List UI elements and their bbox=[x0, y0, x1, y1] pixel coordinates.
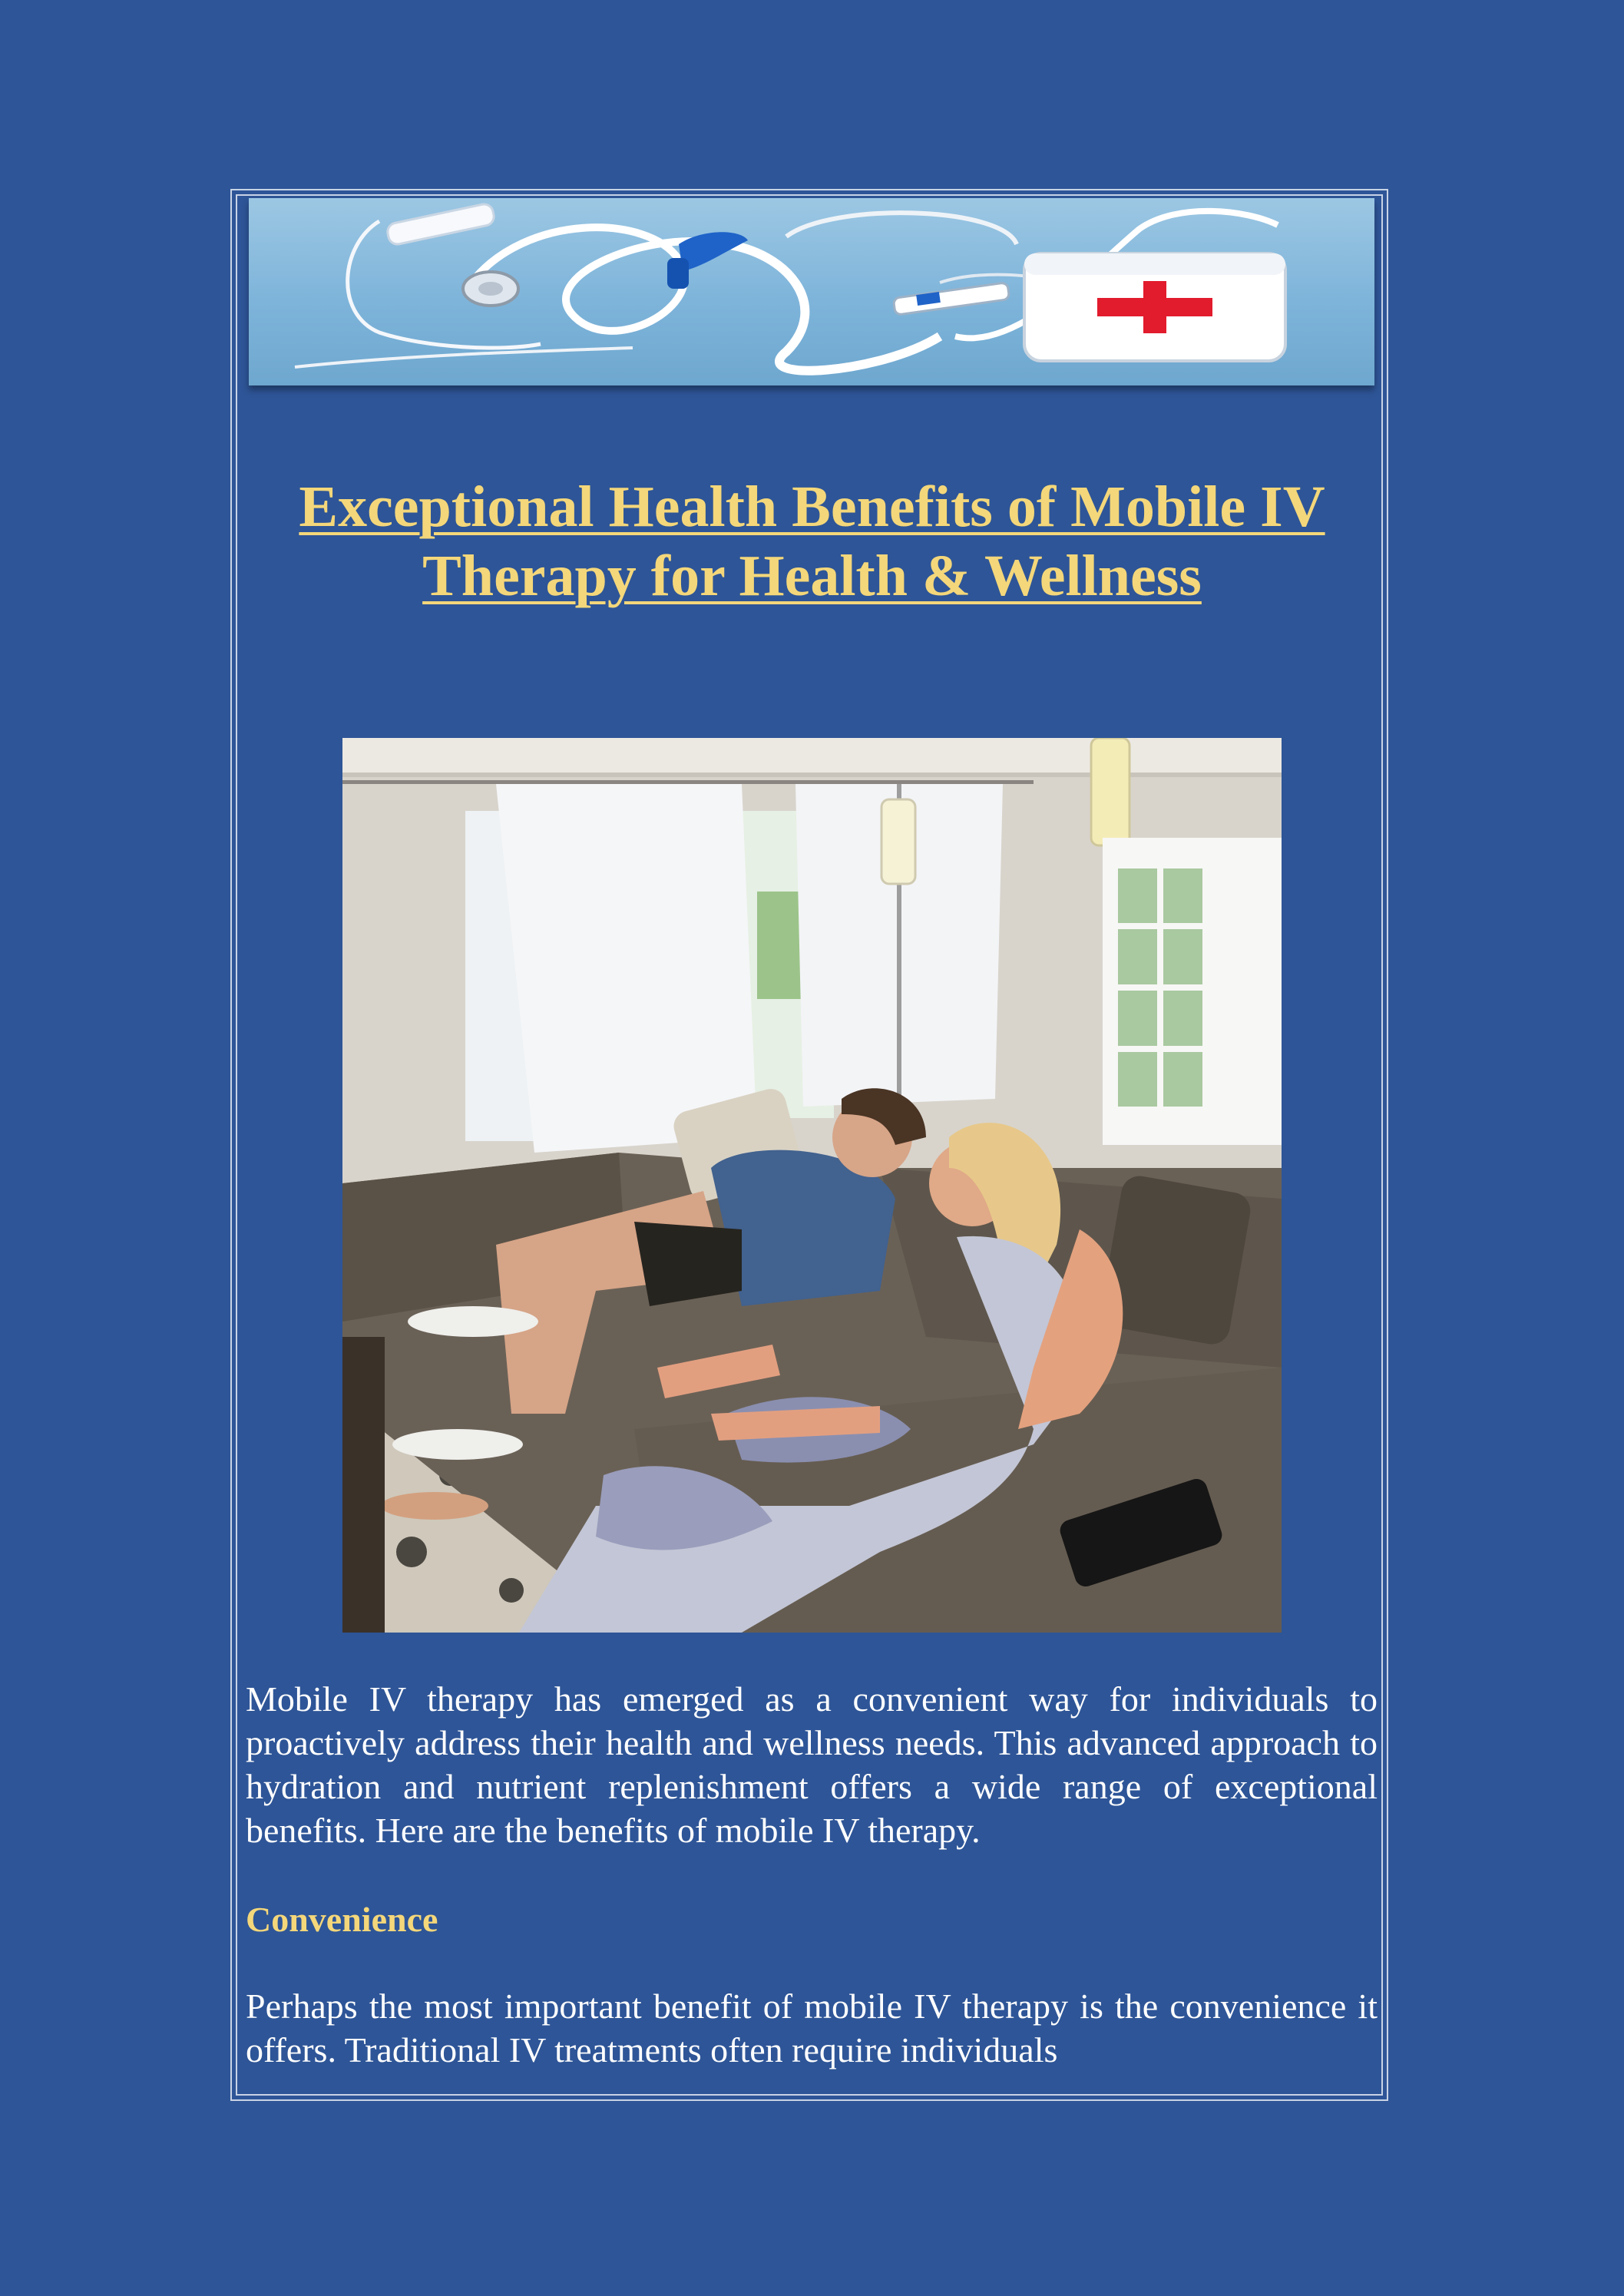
section-heading-convenience: Convenience bbox=[246, 1900, 438, 1939]
intro-paragraph: Mobile IV therapy has emerged as a convenient way for individuals to proactively address their health and wellness needs. This advanced approach to hydration and nutrient replenishment offers a wide range of exceptional benefits. Here are the benefits of mobile IV therapy. bbox=[246, 1679, 1378, 1850]
convenience-paragraph: Perhaps the most important benefit of mobile IV therapy is the convenience it offers. Traditional IV treatments often require individuals bbox=[246, 1987, 1378, 2069]
couple-on-couch-photo-icon bbox=[342, 738, 1282, 1633]
page-title: Exceptional Health Benefits of Mobile IV Therapy for Health & Wellness bbox=[299, 475, 1325, 608]
iv-therapy-photo bbox=[342, 738, 1282, 1633]
medical-banner-icon bbox=[249, 198, 1374, 385]
header-banner-image bbox=[249, 198, 1374, 385]
